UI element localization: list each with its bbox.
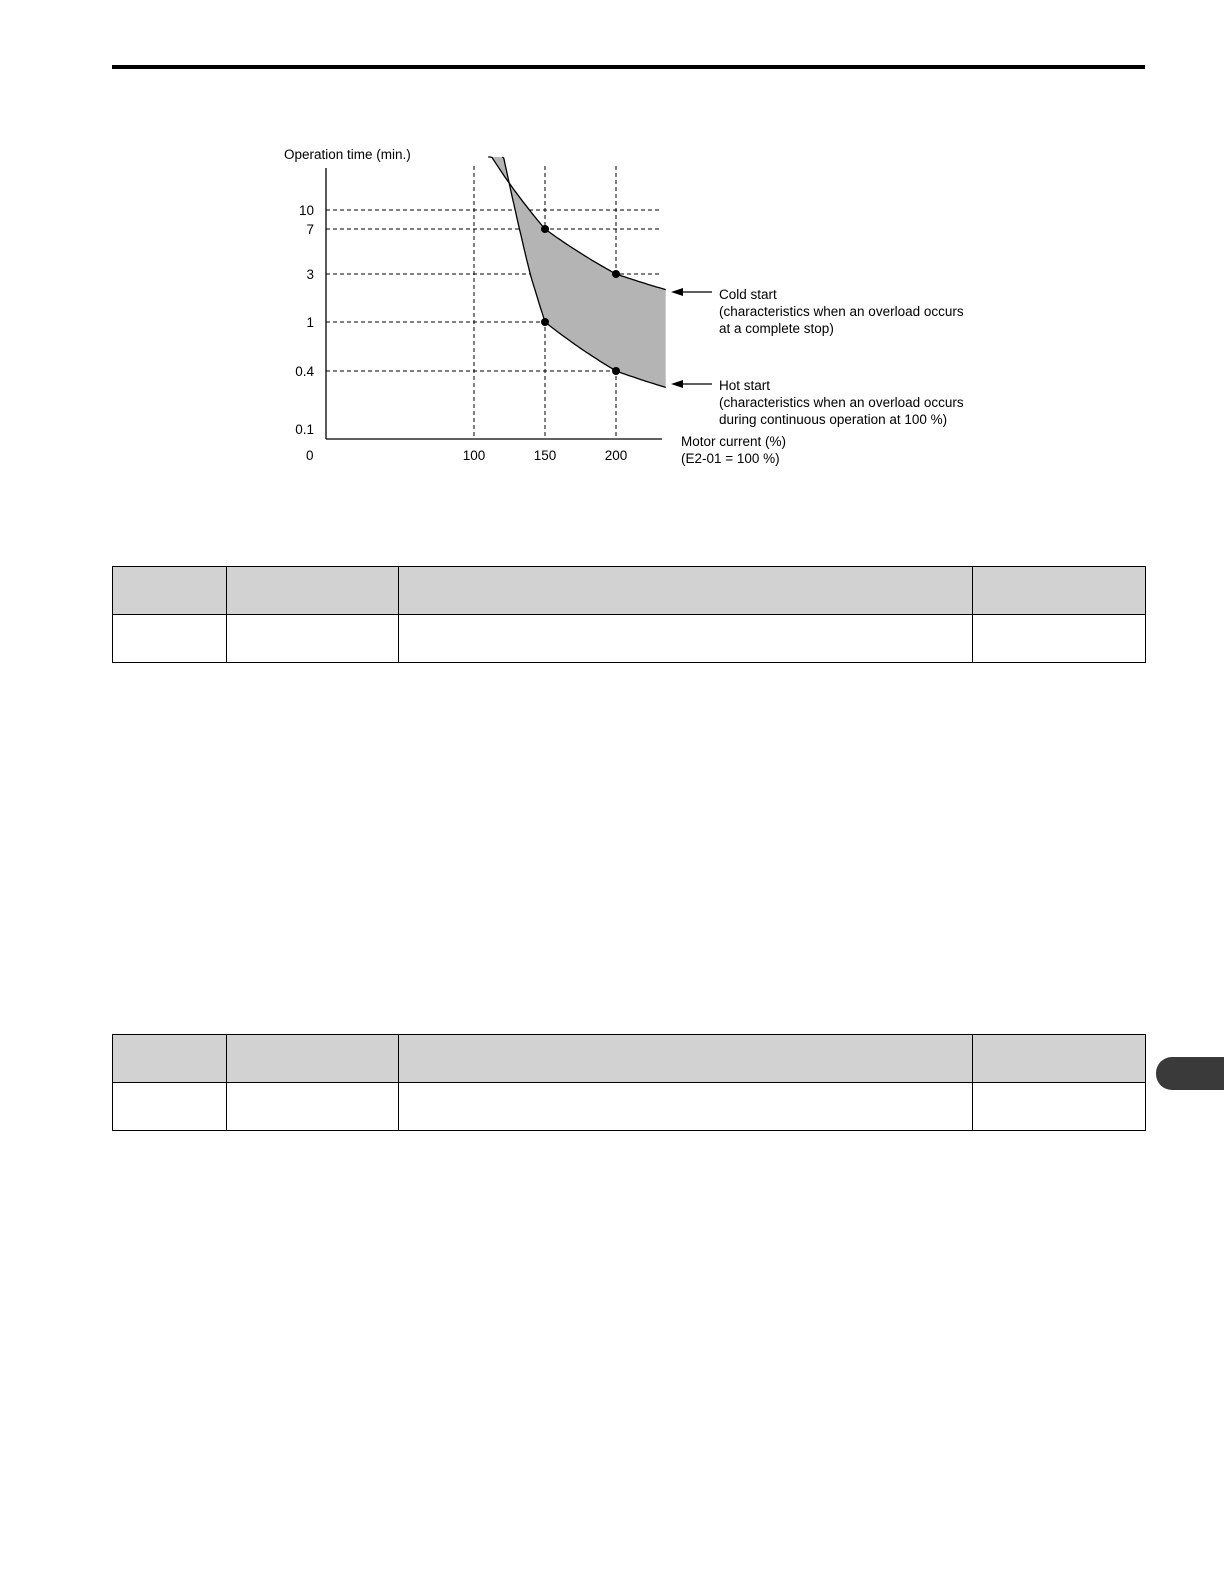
table-row	[113, 615, 1146, 663]
table-header-row	[113, 567, 1146, 615]
x-tick-label: 200	[604, 448, 628, 463]
header-cell	[227, 567, 399, 615]
parameter-table-1	[112, 566, 1146, 663]
y-tick-label: 7	[306, 222, 314, 237]
y-tick-label: 1	[306, 315, 314, 330]
hot-start-annotation	[671, 378, 964, 427]
parameter-table-2	[112, 1034, 1146, 1131]
x-axis-note: (E2-01 = 100 %)	[681, 451, 780, 466]
table-cell	[973, 615, 1146, 663]
hot-start-arrowhead	[671, 380, 683, 388]
table-cell	[399, 615, 973, 663]
data-point-marker	[612, 270, 620, 278]
header-cell	[973, 567, 1146, 615]
table-cell	[227, 615, 399, 663]
origin-label: 0	[306, 448, 314, 463]
cold-start-annotation	[671, 287, 964, 336]
x-axis-label: Motor current (%)	[681, 434, 787, 449]
header-cell	[113, 567, 227, 615]
table-cell	[973, 1083, 1146, 1131]
header-cell	[399, 567, 973, 615]
y-tick-label: 3	[306, 267, 314, 282]
table-header-row	[113, 1035, 1146, 1083]
hot-start-desc-2: during continuous operation at 100 %)	[719, 412, 948, 427]
header-cell	[973, 1035, 1146, 1083]
cold-start-title: Cold start	[719, 287, 777, 302]
chapter-side-tab[interactable]	[1156, 1057, 1224, 1090]
cold-start-arrowhead	[671, 288, 683, 296]
y-tick-label: 10	[298, 203, 314, 218]
table-cell	[227, 1083, 399, 1131]
header-cell	[227, 1035, 399, 1083]
cold-start-desc-1: (characteristics when an overload occurs	[719, 304, 964, 319]
y-tick-label: 0.1	[295, 422, 314, 437]
data-point-marker	[541, 318, 549, 326]
hot-start-desc-1: (characteristics when an overload occurs	[719, 395, 964, 410]
table-cell	[399, 1083, 973, 1131]
table-cell	[113, 1083, 227, 1131]
y-tick-label: 0.4	[295, 364, 314, 379]
y-axis-label: Operation time (min.)	[284, 147, 411, 162]
x-tick-label: 100	[462, 448, 486, 463]
cold-start-desc-2: at a complete stop)	[719, 321, 834, 336]
table-cell	[113, 615, 227, 663]
data-point-marker	[541, 225, 549, 233]
header-cell	[113, 1035, 227, 1083]
overload-characteristic-chart	[0, 0, 1224, 520]
data-point-marker	[612, 367, 620, 375]
hot-start-title: Hot start	[719, 378, 771, 393]
table-row	[113, 1083, 1146, 1131]
x-tick-label: 150	[533, 448, 557, 463]
header-cell	[399, 1035, 973, 1083]
